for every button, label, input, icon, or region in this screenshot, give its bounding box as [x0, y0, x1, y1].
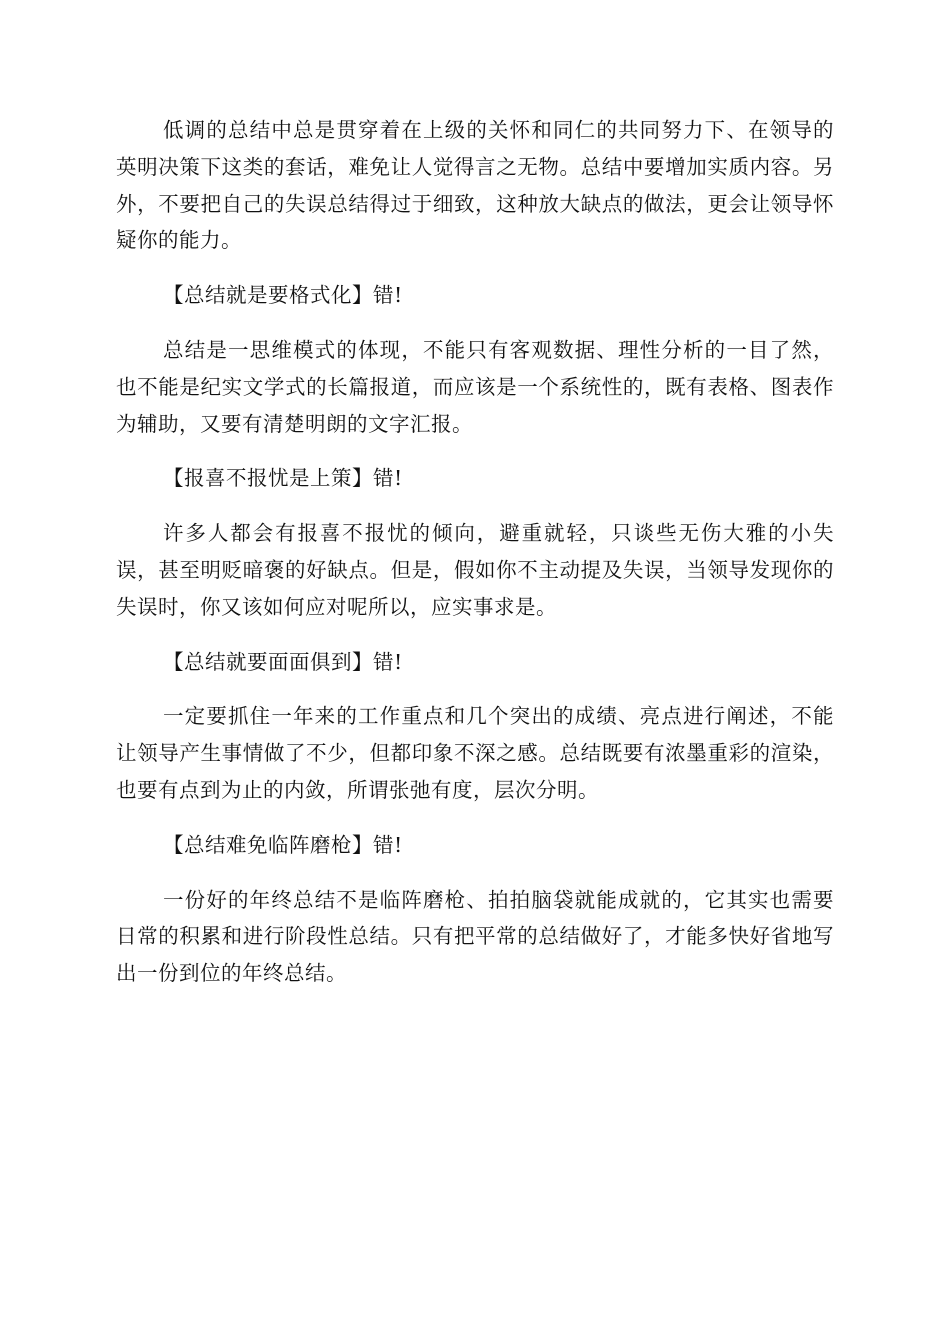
section-heading: 【总结就是要格式化】错!: [163, 283, 403, 308]
section-heading: 【报喜不报忧是上策】错!: [163, 466, 403, 491]
section-heading: 【总结难免临阵磨枪】错!: [163, 832, 403, 857]
paragraph: 总结是一思维模式的体现，不能只有客观数据、理性分析的一目了然，也不能是纪实文学式的长篇报道，而应该是一个系统性的，既有表格、图表作为辅助，又要有清楚明朗的文字汇报。: [116, 337, 834, 436]
section-heading: 【总结就要面面俱到】错!: [163, 649, 403, 674]
paragraph: 一份好的年终总结不是临阵磨枪、拍拍脑袋就能成就的，它其实也需要日常的积累和进行阶段性总结。只有把平常的总结做好了，才能多快好省地写出一份到位的年终总结。: [116, 887, 834, 986]
paragraph: 一定要抓住一年来的工作重点和几个突出的成绩、亮点进行阐述，不能让领导产生事情做了不少，但都印象不深之感。总结既要有浓墨重彩的渲染，也要有点到为止的内敛，所谓张弛有度，层次分明。: [116, 704, 834, 802]
paragraph: 许多人都会有报喜不报忧的倾向，避重就轻，只谈些无伤大雅的小失误，甚至明贬暗褒的好缺点。但是，假如你不主动提及失误，当领导发现你的失误时，你又该如何应对呢所以，应实事求是。: [116, 521, 834, 619]
document-body: [116, 112, 834, 1010]
paragraph: 低调的总结中总是贯穿着在上级的关怀和同仁的共同努力下、在领导的英明决策下这类的套话，难免让人觉得言之无物。总结中要增加实质内容。另外，不要把自己的失误总结得过于细致，这种放大缺点的做法，更会让领导怀疑你的能力。: [116, 118, 834, 253]
